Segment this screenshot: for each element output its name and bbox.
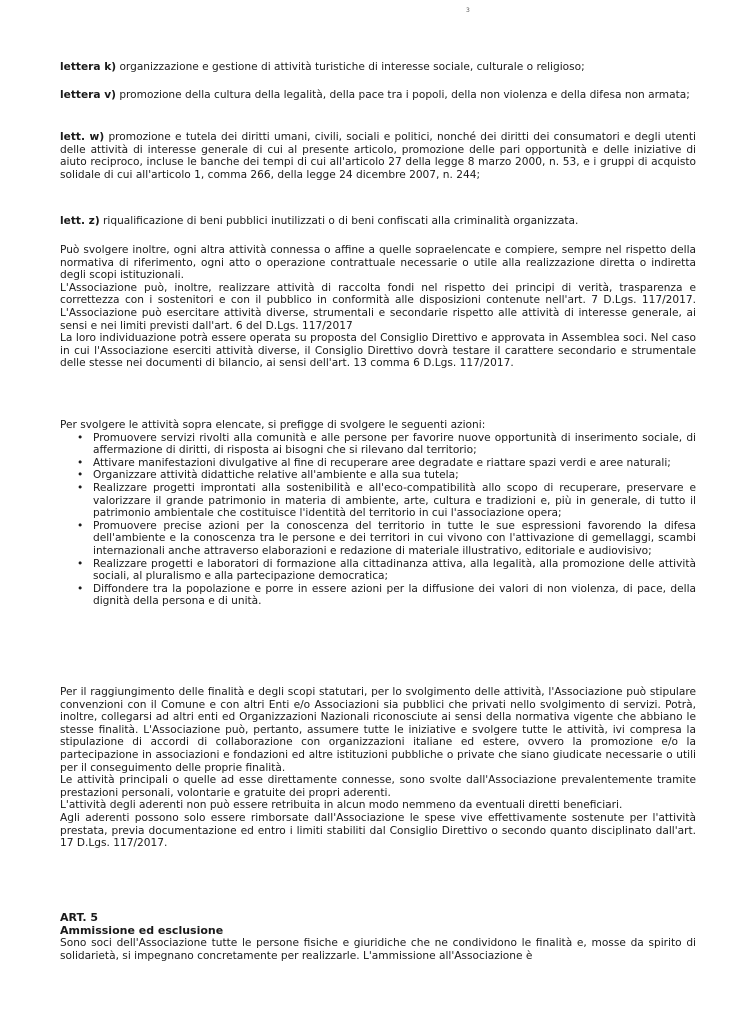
list-item: • Promuovere servizi rivolti alla comunità e alle persone per favorire nuove opportunità di inserimento sociale, di affermazione di diritti, di risposta ai bisogni che si rilevano dal territorio;: [60, 432, 696, 457]
page-number: 3: [466, 7, 470, 14]
article-number: ART. 5: [60, 911, 98, 924]
letter-text: promozione e tutela dei diritti umani, civili, sociali e politici, nonché dei diritti dei consumatori e degli utenti delle attività di interesse generale di cui al presente articolo, promozione delle pari opportunità e delle iniziative di aiuto reciproco, incluse le banche dei tempi di cui all'articolo 27 della legge 8 marzo 2000, n. 53, e i gruppi di acquisto solidale di cui all'articolo 1, comma 266, della legge 24 dicembre 2007, n. 244;: [60, 131, 696, 181]
letter-text: promozione della cultura della legalità, della pace tra i popoli, della non violenza e della difesa non armata;: [115, 89, 690, 101]
letter-label: lettera k): [60, 61, 117, 73]
paragraph: La loro individuazione potrà essere operata su proposta del Consiglio Direttivo e approvata in Assemblea soci. Nel caso in cui l'Associazione eserciti attività diverse, il Consiglio Direttivo dovrà testare il carattere secondario e strumentale delle stesse nei documenti di bilancio, ai sensi dell'art. 13 comma 6 D.Lgs. 117/2017.: [60, 332, 696, 370]
letter-text: organizzazione e gestione di attività turistiche di interesse sociale, culturale o religioso;: [116, 61, 585, 73]
list-item: • Attivare manifestazioni divulgative al fine di recuperare aree degradate e riattare spazi verdi e aree naturali;: [60, 457, 696, 470]
letter-z: [60, 215, 696, 228]
list-item: • Organizzare attività didattiche relative all'ambiente e alla sua tutela;: [60, 469, 696, 482]
article-title: Ammissione ed esclusione: [60, 923, 224, 937]
list-item: • Diffondere tra la popolazione e porre in essere azioni per la diffusione dei valori di non violenza, di pace, della dignità della persona e di unità.: [60, 583, 696, 608]
paragraph: Le attività principali o quelle ad esse direttamente connesse, sono svolte dall'Associazione prevalentemente tramite prestazioni personali, volontarie e gratuite dei propri aderenti.: [60, 774, 696, 799]
list-item: • Realizzare progetti e laboratori di formazione alla cittadinanza attiva, alla legalità, alla promozione delle attività sociali, al pluralismo e alla partecipazione democratica;: [60, 558, 696, 583]
paragraph: Agli aderenti possono solo essere rimborsate dall'Associazione le spese vive effettivamente sostenute per l'attività prestata, previa documentazione ed entro i limiti stabiliti dal Consiglio Direttivo o secondo quanto disciplinato dall'art. 17 D.Lgs. 117/2017.: [60, 811, 696, 850]
paragraph: L'Associazione può, inoltre, realizzare attività di raccolta fondi nel rispetto dei principi di verità, trasparenza e correttezza con i sostenitori e con il pubblico in conformità alle disposizioni contenute nell'art. 7 D.Lgs. 117/2017. L'Associazione può esercitare attività diverse, strumentali e secondarie rispetto alle attività di interesse generale, ai sensi e nei limiti previsti dall'art. 6 del D.Lgs. 117/2017: [60, 281, 696, 332]
actions-intro: Per svolgere le attività sopra elencate, si prefigge di svolgere le seguenti azioni:: [60, 419, 486, 431]
actions-list: [60, 432, 696, 608]
other-activities-section: [60, 244, 696, 370]
article-5: [60, 912, 696, 962]
letter-k: [60, 61, 696, 74]
letter-w: [60, 131, 696, 181]
actions-section: [60, 419, 696, 608]
purposes-section: [60, 686, 696, 850]
letter-label: lett. z): [60, 215, 100, 227]
letter-label: lettera v): [60, 89, 116, 101]
paragraph: L'attività degli aderenti non può essere retribuita in alcun modo nemmeno da eventuali diretti beneficiari.: [60, 799, 623, 812]
list-item: • Realizzare progetti improntati alla sostenibilità e all'eco-compatibilità allo scopo di recuperare, preservare e valorizzare il grande patrimonio in materia di ambiente, arte, cultura e tradizioni e, più in generale, di tutto il patrimonio ambientale che costituisce l'identità del territorio in cui l'associazione opera;: [60, 482, 696, 520]
letter-label: lett. w): [60, 131, 105, 143]
letter-v: [60, 89, 696, 102]
paragraph: Può svolgere inoltre, ogni altra attività connessa o affine a quelle sopraelencate e compiere, sempre nel rispetto della normativa di riferimento, ogni atto o operazione contrattuale necessarie o utile alla realizzazione diretta o indiretta degli scopi istituzionali.: [60, 244, 696, 282]
paragraph: Per il raggiungimento delle finalità e degli scopi statutari, per lo svolgimento delle attività, l'Associazione può stipulare convenzioni con il Comune e con altri Enti e/o Associazioni sia pubblici che privati nello svolgimento di servizi. Potrà, inoltre, collegarsi ad altri enti ed Organizzazioni Nazionali riconosciute ai sensi della normativa vigente che abbiano le stesse finalità. L'Associazione può, pertanto, assumere tutte le iniziative e svolgere tutte le attività, ivi compresa la stipulazione di accordi di collaborazione con organizzazioni italiane ed estere, ovvero la promozione e/o la partecipazione in associazioni e fondazioni ed altre istituzioni pubbliche o private che siano giudicate necessarie o utili per il conseguimento delle proprie finalità.: [60, 686, 696, 774]
letter-text: riqualificazione di beni pubblici inutilizzati o di beni confiscati alla criminalità organizzata.: [99, 215, 579, 227]
article-text: Sono soci dell'Associazione tutte le persone fisiche e giuridiche che ne condividono le finalità e, mosse da spirito di solidarietà, si impegnano concretamente per realizzarle. L'ammissione all'Associazione è: [60, 937, 696, 962]
list-item: • Promuovere precise azioni per la conoscenza del territorio in tutte le sue espressioni favorendo la difesa dell'ambiente e la conoscenza tra le persone e dei territori in cui vivono con l'attivazione di gemellaggi, scambi internazionali anche attraverso elaborazioni e redazione di materiale illustrativo, editoriale e audiovisivo;: [60, 520, 696, 558]
